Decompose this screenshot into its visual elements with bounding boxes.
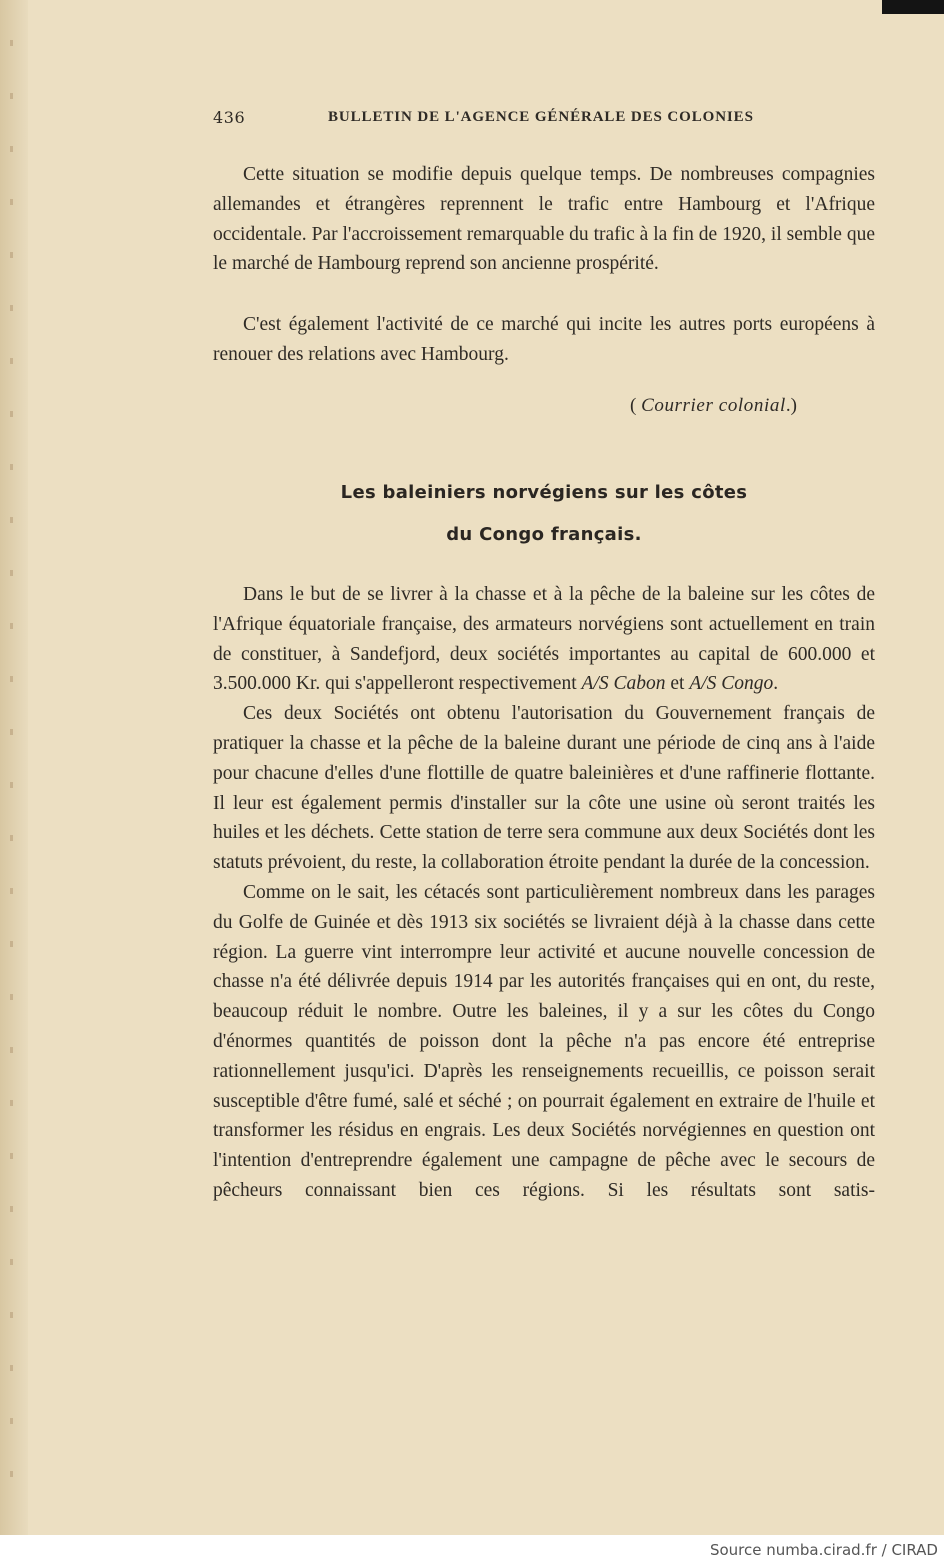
running-title: BULLETIN DE L'AGENCE GÉNÉRALE DES COLONIES — [328, 109, 754, 125]
paragraph: Comme on le sait, les cétacés sont particulièrement nombreux dans les parages du Golfe de Guinée et dès 1913 six sociétés se livraient déjà à la chasse dans cette région. La guerre vint interrompre leur activité et aucune nouvelle concession de chasse n'a été délivrée depuis 1914 par les autorités françaises qui en ont, du reste, beaucoup réduit le nombre. Outre les baleines, il y a sur les côtes du Congo d'énormes quantités de poisson dont la pêche n'a pas encore été entreprise rationnellement jusqu'ici. D'après les renseignements recueillis, ce poisson serait susceptible d'être fumé, salé et séché ; on pourrait également en extraire de l'huile et transformer les résidus en engrais. Les deux Sociétés norvégiennes en question ont l'intention d'entreprendre également une campagne de pêche avec le secours de pêcheurs connaissant bien ces régions. Si les résultats sont satis- — [213, 881, 875, 1201]
source-name: Courrier colonial — [641, 395, 786, 416]
stitch-mark — [10, 1471, 13, 1477]
gutter-stitch-marks — [10, 0, 24, 1535]
paragraph: C'est également l'activité de ce marché qui incite les autres ports européens à renouer des relations avec Hambourg. — [213, 314, 875, 365]
source-credit: Source numba.cirad.fr / CIRAD — [709, 1541, 938, 1559]
stitch-mark — [10, 411, 13, 417]
company-name: A/S Cabon — [581, 673, 666, 695]
paragraph: Cette situation se modifie depuis quelque temps. De nombreuses compagnies allemandes et étrangères reprennent le trafic entre Hambourg et l'Afrique occidentale. Par l'accroissement remarquable du trafic à la fin de 1920, il semble que le marché de Hambourg reprend son ancienne prospérité. — [213, 164, 875, 275]
stitch-mark — [10, 835, 13, 841]
article-title-line1: Les baleiniers norvégiens sur les côtes — [340, 482, 748, 503]
stitch-mark — [10, 40, 13, 46]
stitch-mark — [10, 1206, 13, 1212]
stitch-mark — [10, 994, 13, 1000]
stitch-mark — [10, 1312, 13, 1318]
article-title-line2: du Congo français. — [446, 524, 642, 545]
stitch-mark — [10, 570, 13, 576]
page-number: 436 — [213, 108, 246, 127]
stitch-mark — [10, 146, 13, 152]
section1-text — [213, 160, 875, 279]
paragraph — [213, 580, 875, 699]
stitch-mark — [10, 1100, 13, 1106]
stitch-mark — [10, 782, 13, 788]
stitch-mark — [10, 729, 13, 735]
stitch-mark — [10, 252, 13, 258]
stitch-mark — [10, 676, 13, 682]
stitch-mark — [10, 1259, 13, 1265]
article-body — [213, 580, 875, 1206]
stitch-mark — [10, 1047, 13, 1053]
stitch-mark — [10, 358, 13, 364]
source-open: ( — [630, 395, 637, 416]
stitch-mark — [10, 305, 13, 311]
paragraph-text: Dans le but de se livrer à la chasse et à la pêche de la baleine sur les côtes de l'Afrique équatoriale française, des armateurs norvégiens sont actuellement en train de constituer, à Sandefjord, deux sociétés importantes au capital de 600.000 et 3.500.000 Kr. qui s'appelleront respectivement — [213, 584, 875, 695]
conjunction: et — [670, 673, 685, 695]
stitch-mark — [10, 464, 13, 470]
paragraph: Ces deux Sociétés ont obtenu l'autorisation du Gouvernement français de pratiquer la chasse et la pêche de la baleine durant une période de cinq ans à l'aide pour chacune d'elles d'une flottille de quatre baleinières et d'une raffinerie flottante. Il leur est également permis d'installer sur la côte une usine où seront traités les huiles et les déchets. Cette station de terre sera commune aux deux Sociétés dont les statuts prévoient, du reste, la collaboration étroite pendant la durée de la concession. — [213, 703, 875, 874]
stitch-mark — [10, 1418, 13, 1424]
source-citation — [630, 395, 797, 417]
period: . — [773, 673, 779, 695]
stitch-mark — [10, 623, 13, 629]
stitch-mark — [10, 199, 13, 205]
stitch-mark — [10, 1153, 13, 1159]
stitch-mark — [10, 941, 13, 947]
stitch-mark — [10, 517, 13, 523]
stitch-mark — [10, 93, 13, 99]
stitch-mark — [10, 1365, 13, 1371]
company-name: A/S Congo — [689, 673, 774, 695]
stitch-mark — [10, 888, 13, 894]
scan-edge — [882, 0, 944, 14]
source-close: .) — [785, 395, 797, 416]
section1-text-2 — [213, 310, 875, 370]
